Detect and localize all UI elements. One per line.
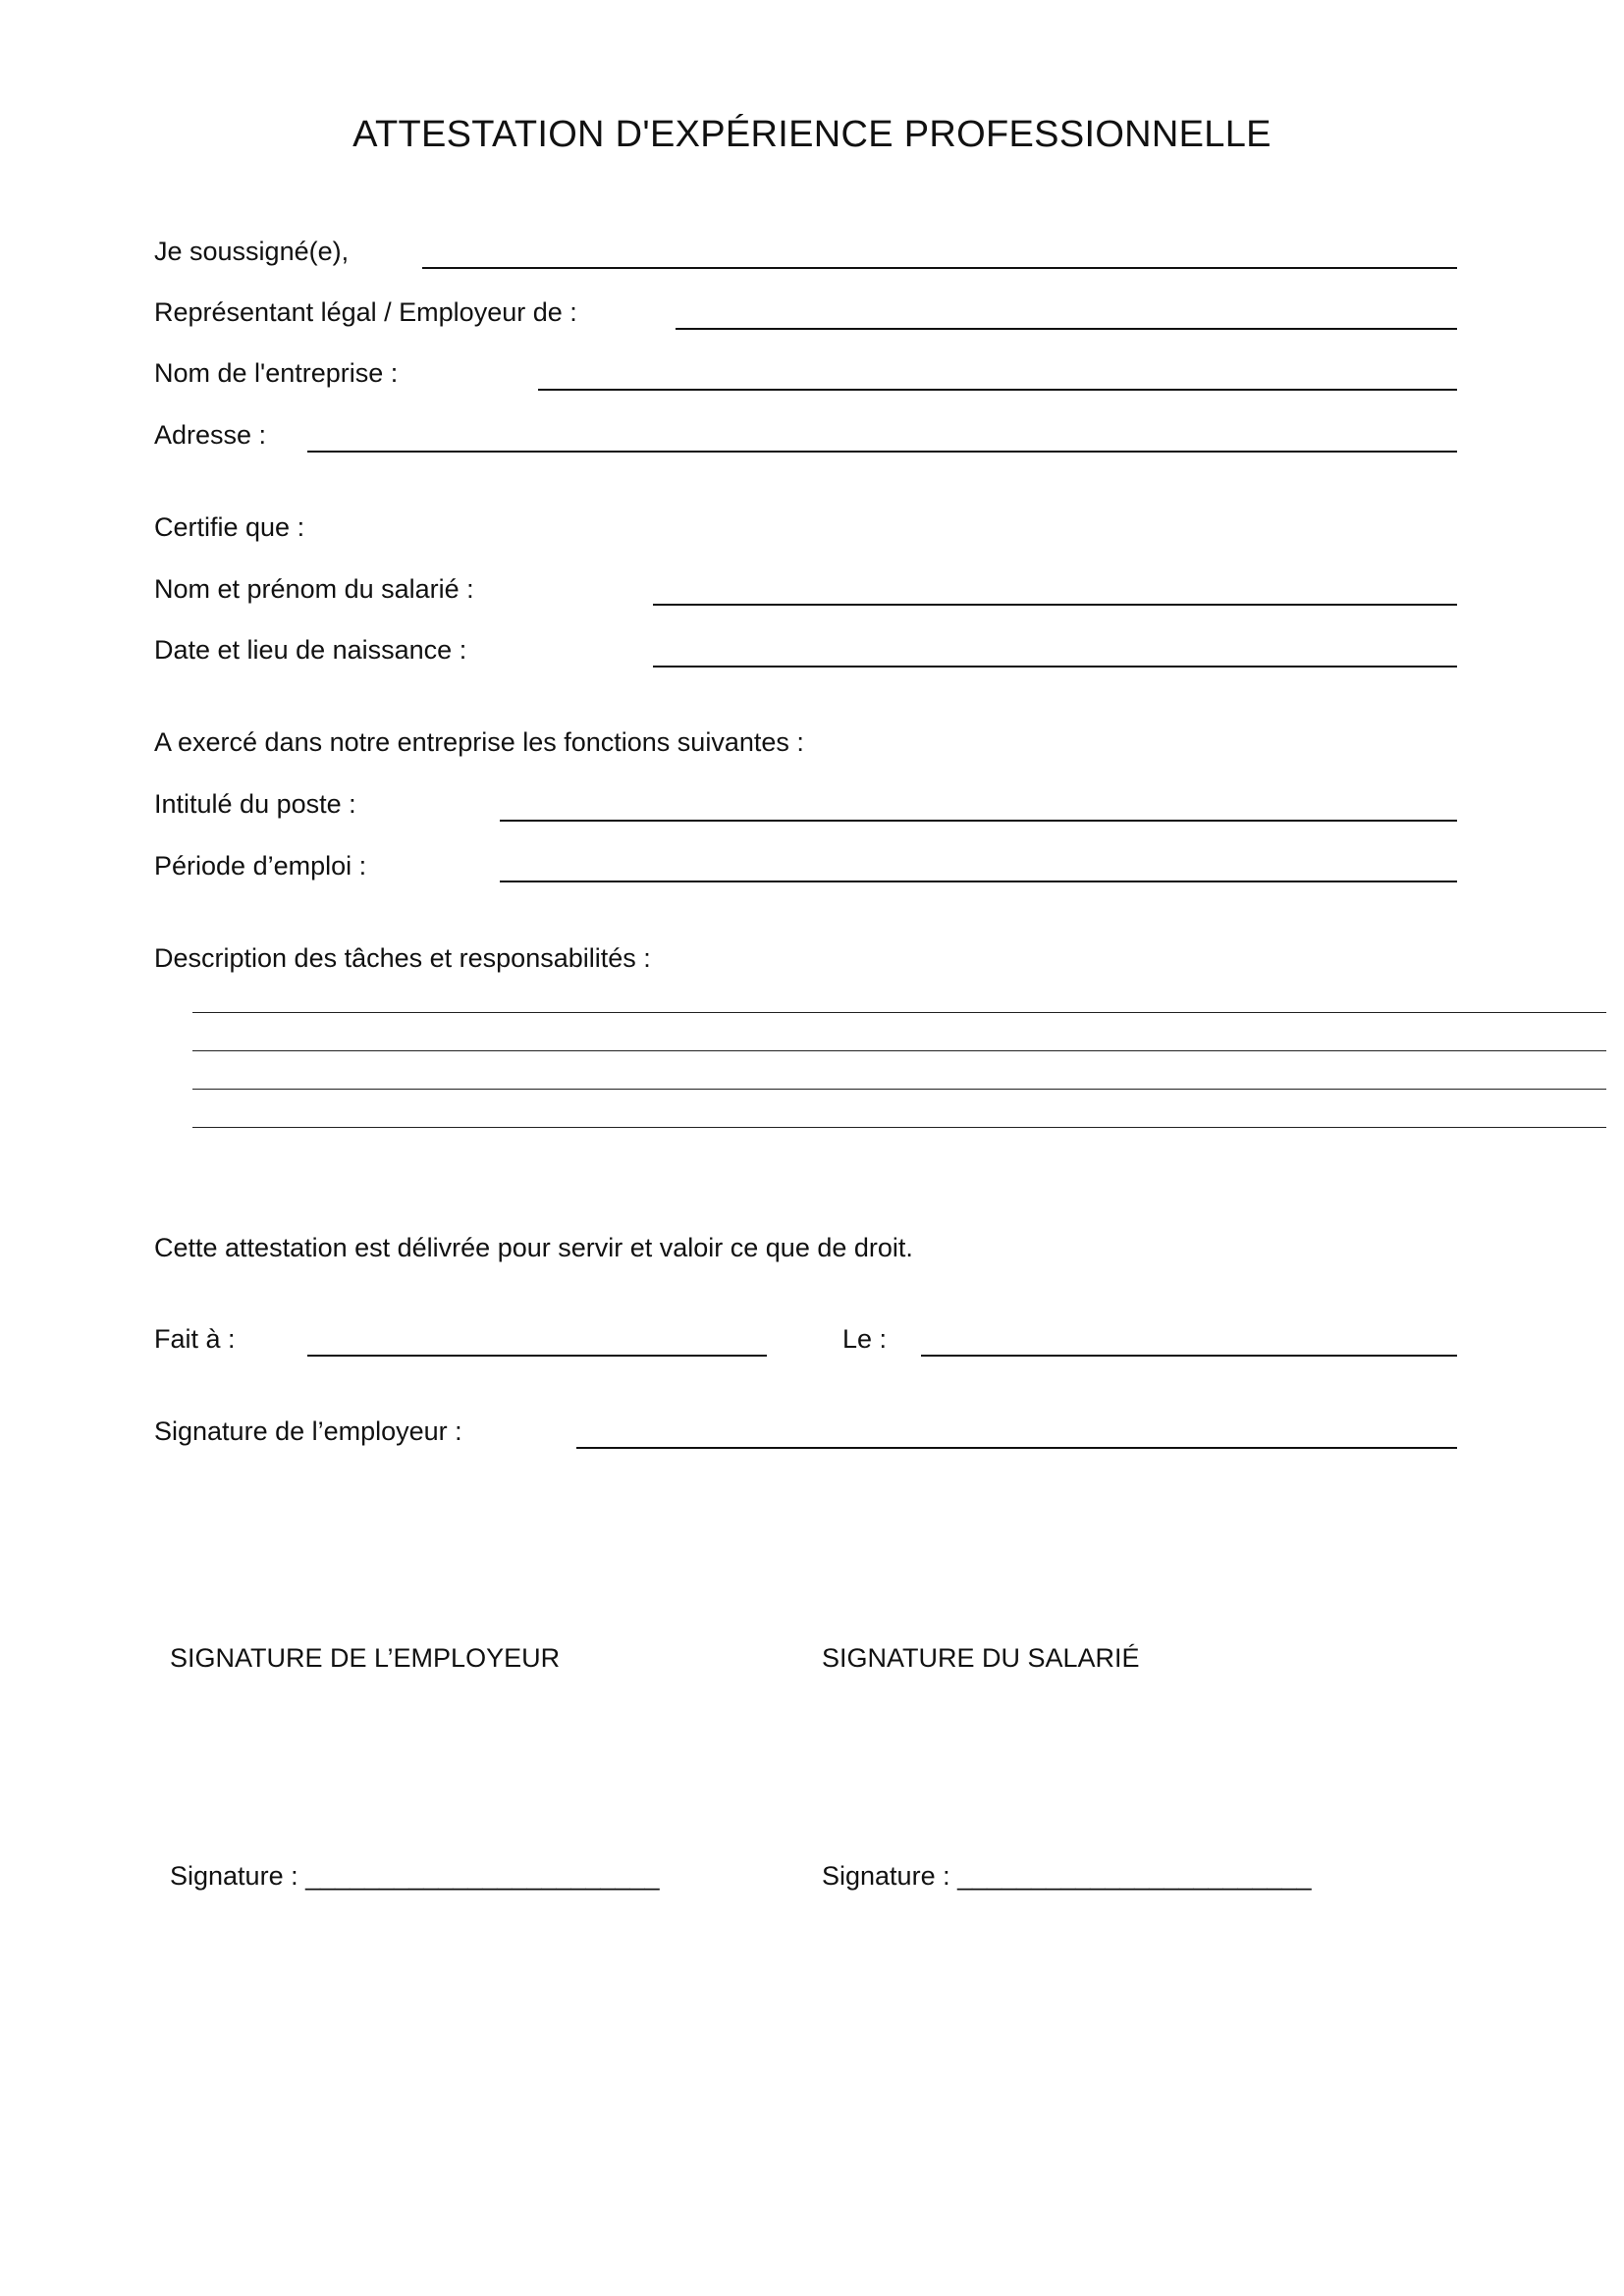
description-line-2[interactable] — [192, 1050, 1606, 1051]
employer-signature-heading: SIGNATURE DE L’EMPLOYEUR — [170, 1643, 561, 1673]
certifies-label: Certifie que : — [154, 512, 305, 542]
functions-intro-label: A exercé dans notre entreprise les fonctions suivantes : — [154, 727, 804, 757]
employee-name-label: Nom et prénom du salarié : — [154, 574, 474, 604]
job-title-field[interactable] — [500, 820, 1457, 822]
description-label: Description des tâches et responsabilités : — [154, 943, 651, 973]
undersigned-label: Je soussigné(e), — [154, 237, 350, 266]
description-line-3[interactable] — [192, 1089, 1606, 1090]
company-name-field[interactable] — [538, 389, 1457, 391]
legal-rep-field[interactable] — [676, 328, 1457, 330]
employer-signature-line[interactable]: Signature : ________________________ — [170, 1861, 660, 1891]
description-line-1[interactable] — [192, 1012, 1606, 1013]
legal-rep-label: Représentant légal / Employeur de : — [154, 297, 577, 327]
undersigned-field[interactable] — [422, 267, 1457, 269]
employer-signature-label: Signature de l’employeur : — [154, 1416, 462, 1446]
address-label: Adresse : — [154, 420, 267, 450]
employee-name-field[interactable] — [653, 604, 1457, 606]
employee-signature-line[interactable]: Signature : ________________________ — [822, 1861, 1312, 1891]
date-field[interactable] — [921, 1355, 1457, 1357]
closing-statement: Cette attestation est délivrée pour servir et valoir ce que de droit. — [154, 1233, 913, 1262]
birth-label: Date et lieu de naissance : — [154, 635, 467, 665]
company-name-label: Nom de l'entreprise : — [154, 358, 399, 388]
period-label: Période d’emploi : — [154, 851, 367, 881]
employer-signature-field[interactable] — [576, 1447, 1457, 1449]
place-label: Fait à : — [154, 1324, 236, 1354]
description-line-4[interactable] — [192, 1127, 1606, 1128]
employee-signature-heading: SIGNATURE DU SALARIÉ — [822, 1643, 1140, 1673]
job-title-label: Intitulé du poste : — [154, 789, 356, 819]
address-field[interactable] — [307, 451, 1457, 453]
date-label: Le : — [842, 1324, 888, 1354]
document-title: ATTESTATION D'EXPÉRIENCE PROFESSIONNELLE — [352, 114, 1272, 155]
place-field[interactable] — [307, 1355, 767, 1357]
birth-field[interactable] — [653, 666, 1457, 667]
period-field[interactable] — [500, 881, 1457, 882]
